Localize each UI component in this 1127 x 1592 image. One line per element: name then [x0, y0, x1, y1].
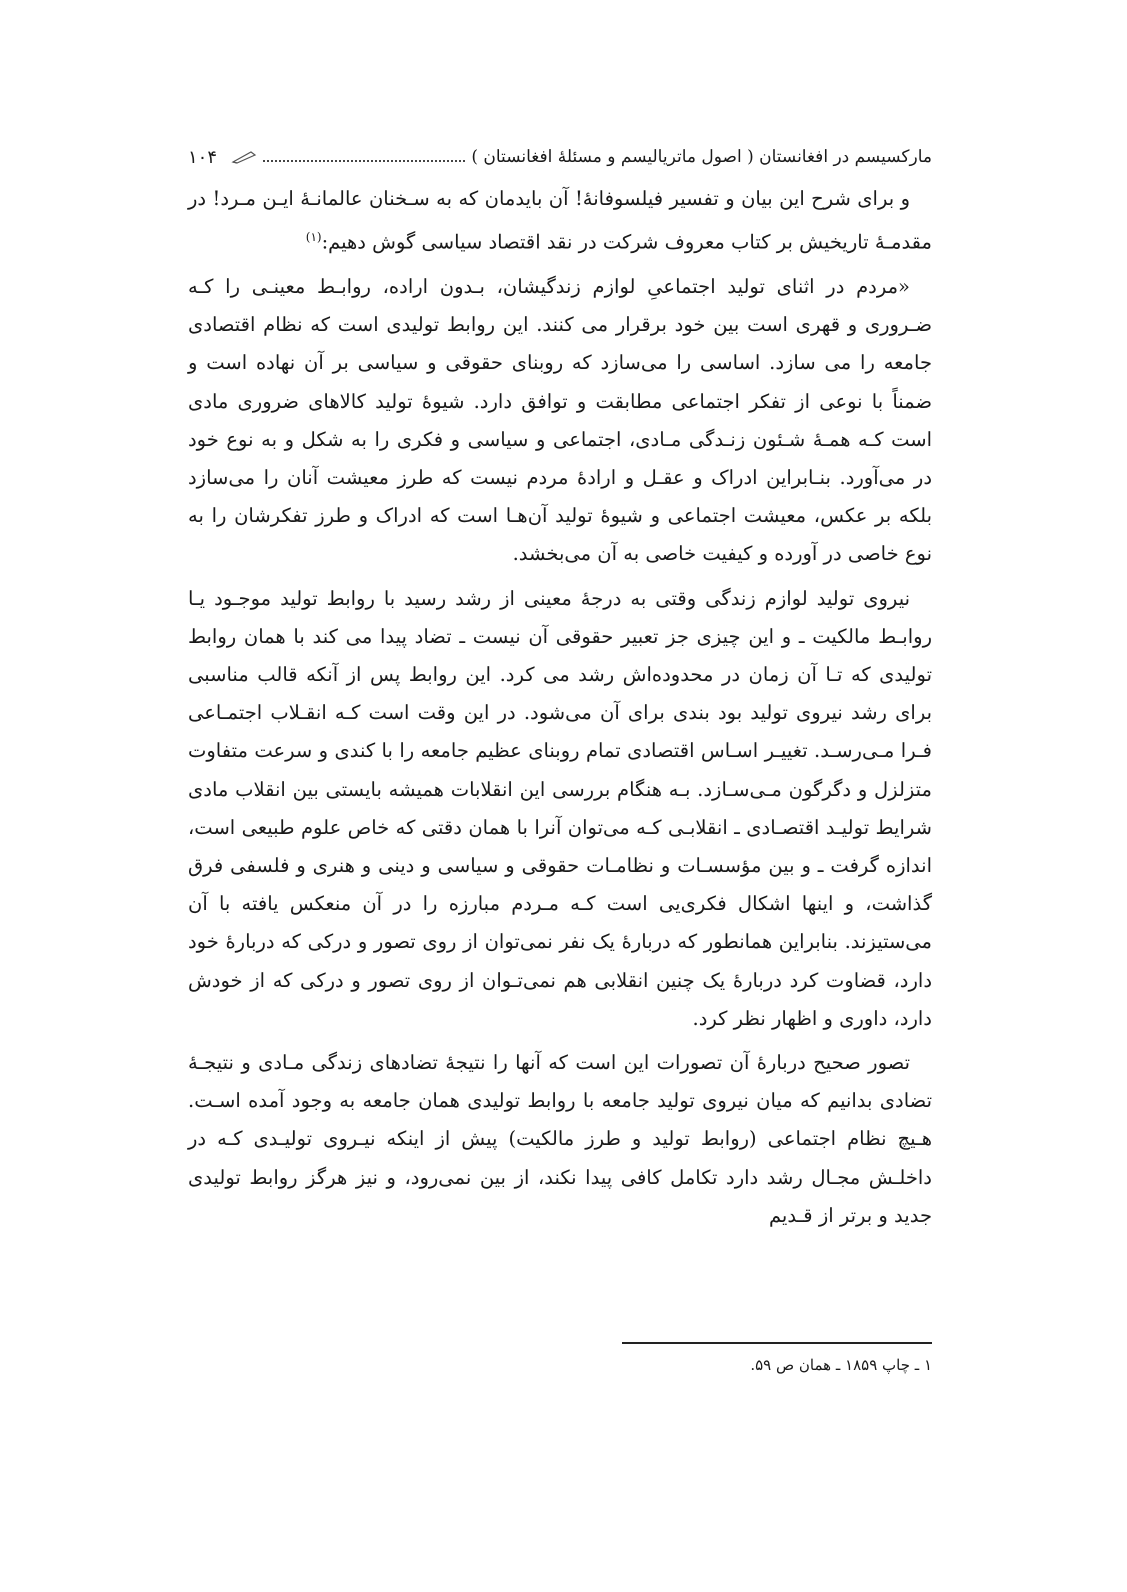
paragraph: نیروی تولید لوازم زندگی وقتی به درجهٔ معینی از رشد رسید با روابط تولید موجـود یـا روابـط مالکیت ـ و این چیزی جز تعبیر حقوقی آن نیست ـ تضاد پیدا می کند با همان روابط تولیدی که تـا آن زمان در محدوده‌اش رشد می کرد. این روابط پس از آنکه قالب مناسبی برای رشد نیروی تولید بود بندی برای آن می‌شود. در این وقت است کـه انقـلاب اجتمـاعی فـرا مـی‌رسـد. تغییـر اسـاس اقتصادی تمام روبنای عظیم جامعه را با کندی و سرعت متفاوت متزلزل و دگرگون مـی‌سـازد. بـه هنگام بررسی این انقلابات همیشه بایستی بین انقلاب مادی شرایط تولیـد اقتصـادی ـ انقلابـی کـه می‌توان آنرا با همان دقتی که خاص علوم طبیعی است، اندازه گرفت ـ و بین مؤسسـات و نظامـات حقوقی و سیاسی و دینی و هنری و فلسفی فرق گذاشت، و اینها اشکال فکری‌یی است کـه مـردم مبارزه را در آن منعکس یافته با آن می‌ستیزند. بنابراین همانطور که دربارهٔ یک نفر نمی‌توان از روی تصور و درکی که دربارهٔ خود دارد، قضاوت کرد دربارهٔ یک چنین انقلابی هم نمی‌تـوان از روی تصور و درکی که از خودش دارد، داوری و اظهار نظر کرد.: [188, 586, 932, 1030]
paragraph-text: و برای شرح این بیان و تفسیر فیلسوفانهٔ! آن بایدمان که به سـخنان عالمانـهٔ ایـن مـرد! در مقدمـهٔ تاریخیش بر کتاب معروف شرکت در نقد اقتصاد سیاسی گوش دهیم:: [188, 187, 932, 254]
dotted-leader: [263, 160, 465, 162]
pen-icon: [231, 150, 257, 164]
footnote: ۱ ـ چاپ ۱۸۵۹ ـ همان ص ۵۹.: [750, 1356, 932, 1374]
page-number: ۱۰۴: [188, 146, 218, 168]
paragraph: [188, 180, 932, 262]
footnote-marker: (۱): [305, 230, 322, 245]
body-text: [188, 180, 932, 1241]
paragraph: «مردم در اثنای تولید اجتماعیِ لوازم زندگیشان، بـدون اراده، روابـط معینـی را کـه ضـروری و قهری است بین خود برقرار می کنند. این روابط تولیدی است که نظام اقتصادی جامعه را می سازد. اساسی را می‌سازد که روبنای حقوقی و سیاسی بر آن نهاده است و ضمناً با نوعی از تفکر اجتماعی مطابقت و توافق دارد. شیوهٔ تولید کالاهای ضروری مادی است کـه همـهٔ شـئون زنـدگی مـادی، اجتماعی و سیاسی و فکری را به شکل و به نوع خود در می‌آورد. بنـابراین ادراک و عقـل و ارادهٔ مردم نیست که طرز معیشت آنان را می‌سازد بلکه بر عکس، معیشت اجتماعی و شیوهٔ تولید آن‌هـا است که ادراک و طرز تفکرشان را به نوع خاصی در آورده و کیفیت خاصی به آن می‌بخشد.: [188, 274, 932, 566]
footnote-divider: [622, 1342, 932, 1344]
page-header: [188, 142, 932, 172]
paragraph: تصور صحیح دربارهٔ آن تصورات این است که آنها را نتیجهٔ تضادهای زندگی مـادی و نتیجـهٔ تضادی بدانیم که میان نیروی تولید جامعه با روابط تولیدی همان جامعه به وجود آمده اسـت. هـیچ نظام اجتماعی (روابط تولید و طرز مالکیت) پیش از اینکه نیـروی تولیـدی کـه در داخلـش مجـال رشد دارد تکامل کافی پیدا نکند، از بین نمی‌رود، و نیز هرگز روابط تولیدی جدید و برتر از قـدیم: [188, 1050, 932, 1227]
running-title: مارکسیسم در افغانستان ( اصول ماتریالیسم و مسئلهٔ افغانستان ): [471, 147, 932, 167]
